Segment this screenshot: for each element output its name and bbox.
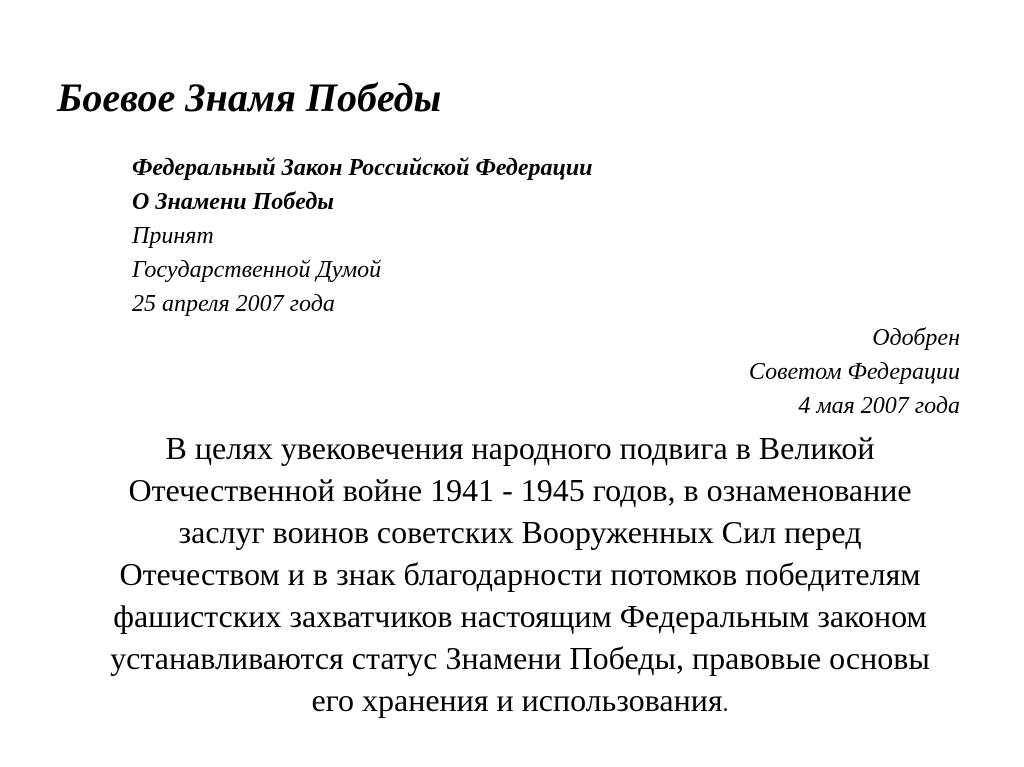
adopted-line: Принят (132, 223, 214, 249)
preamble-line: Отечественной войне 1941 - 1945 годов, в ознаменование (128, 472, 912, 508)
preamble-paragraph (70, 427, 970, 725)
adopted-date-line: 25 апреля 2007 года (132, 291, 335, 317)
preamble-line: Отечеством и в знак благодарности потомков победителям (119, 556, 921, 592)
approved-line: Одобрен (872, 325, 960, 351)
preamble-line: В целях увековечения народного подвига в Великой (165, 430, 875, 466)
law-subject-line: О Знамени Победы (132, 189, 334, 215)
adopted-by-line: Государственной Думой (132, 257, 382, 283)
preamble-last-line (70, 679, 970, 725)
slide-title: Боевое Знамя Победы (57, 75, 442, 120)
preamble-end-mark: . (722, 691, 729, 717)
preamble-line: устанавливаются статус Знамени Победы, правовые основы (110, 640, 930, 676)
approval-block (560, 321, 960, 423)
approved-by-line: Советом Федерации (748, 359, 960, 385)
law-header (132, 151, 832, 321)
preamble-line: фашистских захватчиков настоящим Федеральным законом (113, 598, 927, 634)
preamble-line: заслуг воинов советских Вооруженных Сил перед (178, 514, 862, 550)
approved-date-line: 4 мая 2007 года (798, 393, 960, 419)
preamble-last-text: его хранения и использования (311, 682, 723, 718)
law-name-line: Федеральный Закон Российской Федерации (132, 155, 593, 181)
